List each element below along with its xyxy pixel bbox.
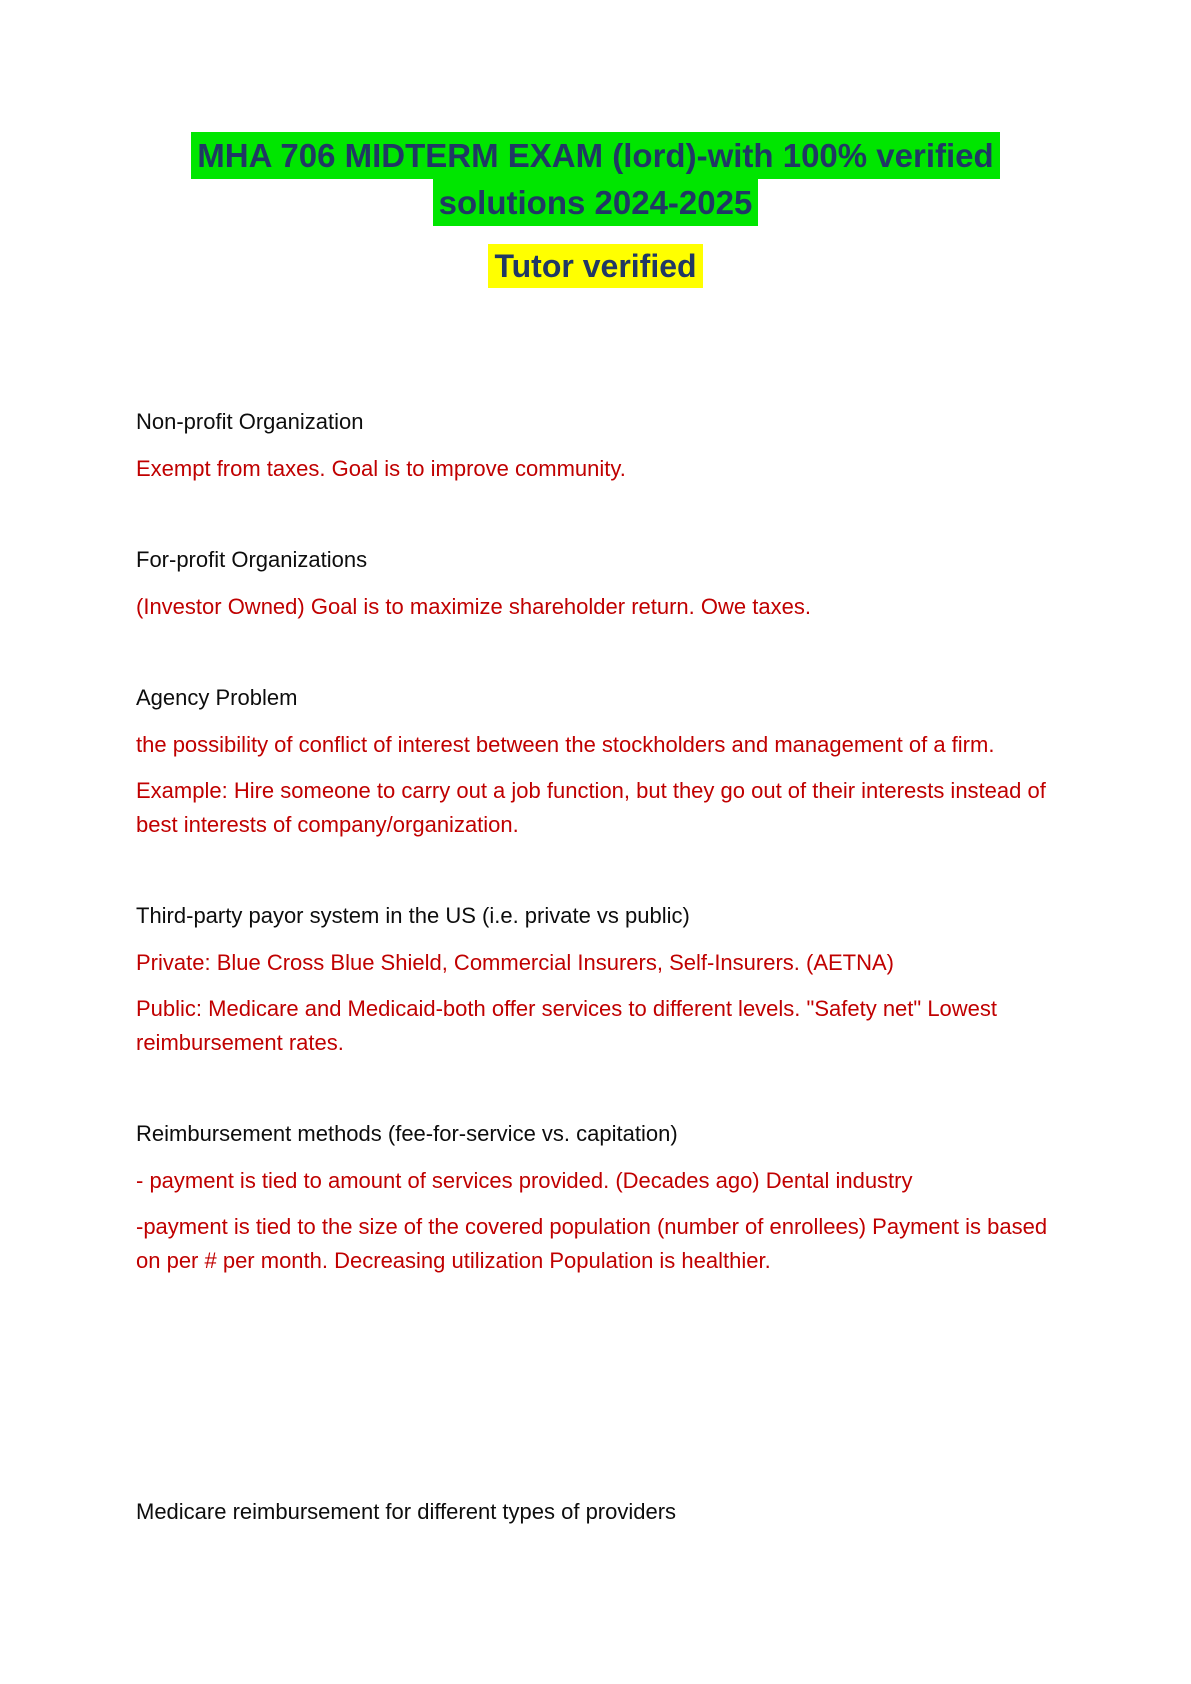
qa-block-reimbursement-methods	[136, 1117, 1055, 1278]
title-line-2: solutions 2024-2025	[433, 179, 759, 226]
qa-block-forprofit	[136, 543, 1055, 624]
qa-list	[136, 405, 1055, 1529]
answer-text: Exempt from taxes. Goal is to improve community.	[136, 456, 626, 481]
question-text: Medicare reimbursement for different types of providers	[136, 1499, 677, 1524]
question-text: Agency Problem	[136, 685, 298, 710]
qa-block-agency-problem	[136, 681, 1055, 842]
title-line-1: MHA 706 MIDTERM EXAM (lord)-with 100% verified	[191, 132, 999, 179]
qa-block-third-party-payor	[136, 899, 1055, 1060]
answer-text: Public: Medicare and Medicaid-both offer services to different levels. "Safety net" Lowest reimbursement rates.	[136, 996, 998, 1055]
qa-block-nonprofit	[136, 405, 1055, 486]
document-subtitle	[136, 244, 1055, 288]
answer-text: the possibility of conflict of interest between the stockholders and management of a firm.	[136, 732, 995, 757]
answer-text: Example: Hire someone to carry out a job function, but they go out of their interests instead of best interests of company/organization.	[136, 778, 1046, 837]
answer-text: Private: Blue Cross Blue Shield, Commercial Insurers, Self-Insurers. (AETNA)	[136, 950, 895, 975]
answer-text: - payment is tied to amount of services provided. (Decades ago) Dental industry	[136, 1168, 913, 1193]
question-text: Third-party payor system in the US (i.e. private vs public)	[136, 903, 690, 928]
question-text: For-profit Organizations	[136, 547, 368, 572]
blank-space	[136, 1335, 1055, 1495]
document-title	[136, 132, 1055, 226]
answer-text: -payment is tied to the size of the covered population (number of enrollees) Payment is based on per # per month. Decreasing utilization Population is healthier.	[136, 1214, 1048, 1273]
question-text: Reimbursement methods (fee-for-service vs. capitation)	[136, 1121, 678, 1146]
subtitle-text: Tutor verified	[488, 244, 702, 288]
answer-text: (Investor Owned) Goal is to maximize shareholder return. Owe taxes.	[136, 594, 811, 619]
qa-block-medicare-reimbursement	[136, 1495, 1055, 1529]
question-text: Non-profit Organization	[136, 409, 364, 434]
